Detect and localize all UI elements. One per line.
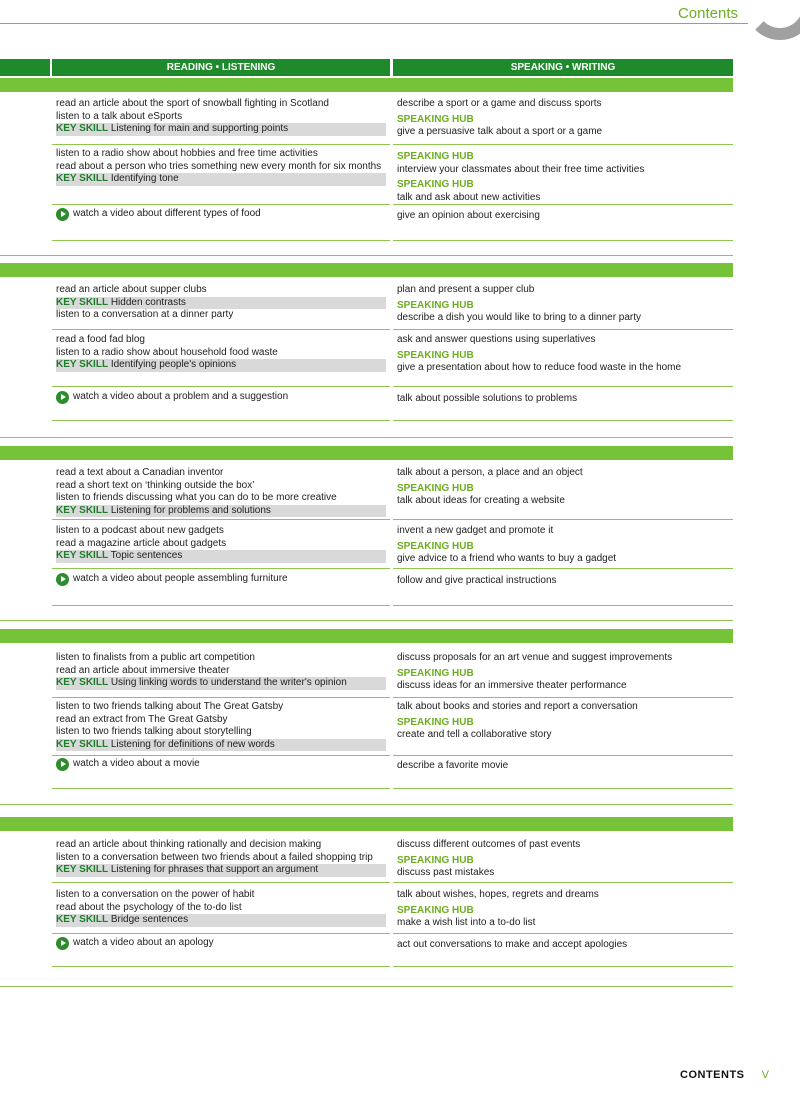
key-skill-text: Using linking words to understand the writer's opinion: [110, 677, 347, 689]
content-line: give a persuasive talk about a sport or a game: [397, 126, 603, 138]
unit-close-rule: [0, 620, 733, 621]
row-separator-left: [52, 240, 390, 241]
content-line: discuss past mistakes: [397, 867, 495, 879]
video-activity[interactable]: [56, 573, 288, 586]
content-line: read about the psychology of the to-do list: [56, 901, 242, 913]
key-skill-text: Listening for definitions of new words: [110, 738, 275, 750]
content-line: [56, 173, 386, 186]
row-separator-right: [393, 519, 733, 520]
speaking-writing-header: SPEAKING • WRITING: [393, 59, 733, 76]
top-rule: [0, 23, 748, 24]
reading-listening-cell: [56, 525, 386, 563]
row-separator-right: [393, 605, 733, 606]
content-line: listen to finalists from a public art competition: [56, 652, 255, 663]
unit-close-rule: [0, 255, 733, 256]
speaking-writing-cell: [397, 760, 508, 773]
footer-label: CONTENTS: [680, 1069, 745, 1081]
video-label: watch a video about different types of food: [73, 208, 261, 220]
content-line: listen to two friends talking about The Great Gatsby: [56, 701, 284, 712]
key-skill-label: KEY SKILL: [56, 296, 109, 308]
key-skill-label: KEY SKILL: [56, 173, 109, 185]
content-line: talk about possible solutions to problems: [397, 393, 578, 404]
row-separator-right: [393, 240, 733, 241]
content-line: listen to a conversation at a dinner party: [56, 309, 234, 321]
key-skill-label: KEY SKILL: [56, 123, 109, 135]
speaking-hub-label: SPEAKING HUB: [397, 716, 474, 728]
row-separator-right: [393, 788, 733, 789]
speaking-hub-label: SPEAKING HUB: [397, 904, 474, 916]
content-line: read a short text on ‘thinking outside the box’: [56, 479, 255, 491]
content-line: read a magazine article about gadgets: [56, 537, 227, 549]
content-line: [56, 123, 386, 136]
content-line: [397, 179, 644, 192]
key-skill-text: Identifying people's opinions: [110, 359, 237, 371]
content-line: [397, 300, 641, 313]
content-line: talk about books and stories and report a conversation: [397, 701, 638, 712]
unit-close-rule: [0, 804, 733, 805]
speaking-hub-label: SPEAKING HUB: [397, 299, 474, 311]
reading-listening-cell: [56, 652, 386, 690]
speaking-writing-cell: [397, 467, 583, 508]
reading-listening-cell: [56, 284, 386, 322]
page-corner-decoration: [745, 0, 800, 40]
row-separator-left: [52, 966, 390, 967]
reading-listening-cell: [56, 839, 386, 877]
speaking-hub-label: SPEAKING HUB: [397, 151, 474, 162]
video-activity[interactable]: [56, 758, 200, 771]
content-line: describe a sport or a game and discuss sports: [397, 98, 602, 109]
speaking-hub-label: SPEAKING HUB: [397, 854, 474, 866]
content-line: read an article about supper clubs: [56, 284, 207, 295]
play-icon[interactable]: [56, 391, 69, 404]
play-icon[interactable]: [56, 208, 69, 221]
speaking-writing-cell: [397, 210, 540, 223]
row-separator-left: [52, 933, 390, 934]
content-line: [56, 864, 386, 877]
content-line: read a text about a Canadian inventor: [56, 467, 224, 478]
header-stub: [0, 59, 50, 76]
content-line: [397, 855, 580, 868]
video-activity[interactable]: [56, 208, 261, 221]
content-line: listen to friends discussing what you can do to be more creative: [56, 492, 337, 504]
row-separator-right: [393, 420, 733, 421]
row-separator-left: [52, 755, 390, 756]
content-line: [397, 350, 681, 363]
reading-listening-header: READING • LISTENING: [52, 59, 390, 76]
row-separator-right: [393, 882, 733, 883]
key-skill-text: Hidden contrasts: [110, 296, 186, 308]
content-line: listen to two friends talking about storytelling: [56, 726, 252, 738]
content-line: [397, 483, 583, 496]
key-skill-text: Listening for problems and solutions: [110, 504, 271, 516]
contents-tab-title: Contents: [677, 5, 738, 22]
row-separator-left: [52, 788, 390, 789]
unit-bar: [0, 446, 733, 460]
speaking-writing-cell: [397, 393, 577, 406]
content-line: listen to a podcast about new gadgets: [56, 525, 224, 536]
row-separator-left: [52, 204, 390, 205]
row-separator-left: [52, 568, 390, 569]
content-line: discuss different outcomes of past events: [397, 839, 581, 850]
play-icon[interactable]: [56, 937, 69, 950]
content-line: read about a person who tries something new every month for six months: [56, 160, 382, 172]
reading-listening-cell: [56, 467, 386, 517]
content-line: [397, 151, 644, 164]
content-line: talk about wishes, hopes, regrets and dreams: [397, 889, 599, 900]
video-activity[interactable]: [56, 391, 288, 404]
row-separator-right: [393, 144, 733, 145]
row-separator-right: [393, 386, 733, 387]
content-line: read an article about the sport of snowball fighting in Scotland: [56, 98, 329, 109]
content-line: ask and answer questions using superlatives: [397, 334, 596, 345]
page-number: V: [761, 1069, 769, 1081]
key-skill-label: KEY SKILL: [56, 550, 109, 562]
row-separator-right: [393, 933, 733, 934]
row-separator-left: [52, 386, 390, 387]
speaking-hub-label: SPEAKING HUB: [397, 482, 474, 494]
speaking-hub-label: SPEAKING HUB: [397, 540, 474, 552]
speaking-writing-cell: [397, 839, 580, 880]
key-skill-label: KEY SKILL: [56, 738, 109, 750]
play-icon[interactable]: [56, 758, 69, 771]
content-line: follow and give practical instructions: [397, 575, 557, 586]
content-line: [397, 114, 602, 127]
content-line: read a food fad blog: [56, 334, 145, 345]
unit-bar: [0, 629, 733, 643]
speaking-hub-label: SPEAKING HUB: [397, 667, 474, 679]
content-line: [397, 668, 672, 681]
speaking-writing-cell: [397, 284, 641, 325]
key-skill-label: KEY SKILL: [56, 677, 109, 689]
column-header-row: [0, 59, 733, 76]
unit-bar: [0, 817, 733, 831]
key-skill-label: KEY SKILL: [56, 864, 109, 876]
content-line: act out conversations to make and accept apologies: [397, 939, 628, 950]
video-label: watch a video about a movie: [73, 758, 200, 770]
content-line: [397, 905, 599, 918]
speaking-hub-label: SPEAKING HUB: [397, 113, 474, 125]
content-line: [56, 505, 386, 518]
content-line: [56, 297, 386, 310]
reading-listening-cell: [56, 98, 386, 136]
content-line: [56, 914, 386, 927]
content-line: plan and present a supper club: [397, 284, 535, 295]
row-separator-left: [52, 144, 390, 145]
key-skill-text: Topic sentences: [110, 550, 183, 562]
content-line: interview your classmates about their free time activities: [397, 163, 645, 175]
unit-close-rule: [0, 986, 733, 987]
reading-listening-cell: [56, 148, 386, 186]
speaking-hub-label: SPEAKING HUB: [397, 349, 474, 361]
video-label: watch a video about a problem and a suggestion: [73, 391, 289, 403]
key-skill-label: KEY SKILL: [56, 504, 109, 516]
content-line: invent a new gadget and promote it: [397, 525, 554, 536]
reading-listening-cell: [56, 701, 386, 751]
unit-close-rule: [0, 437, 733, 438]
content-line: create and tell a collaborative story: [397, 729, 552, 741]
content-line: make a wish list into a to-do list: [397, 917, 536, 929]
row-separator-left: [52, 882, 390, 883]
video-label: watch a video about an apology: [73, 937, 214, 949]
row-separator-right: [393, 755, 733, 756]
speaking-writing-cell: [397, 939, 627, 952]
key-skill-label: KEY SKILL: [56, 359, 109, 371]
content-line: listen to a talk about eSports: [56, 110, 183, 122]
content-line: read an article about thinking rationally and decision making: [56, 839, 322, 850]
content-line: read an article about immersive theater: [56, 664, 230, 676]
content-line: describe a favorite movie: [397, 760, 509, 771]
speaking-writing-cell: [397, 148, 644, 204]
row-separator-left: [52, 420, 390, 421]
row-separator-left: [52, 519, 390, 520]
unit-bar: [0, 263, 733, 277]
content-line: talk about a person, a place and an object: [397, 467, 583, 478]
content-line: give an opinion about exercising: [397, 210, 540, 221]
row-separator-right: [393, 966, 733, 967]
key-skill-text: Listening for main and supporting points: [110, 123, 289, 135]
row-separator-right: [393, 204, 733, 205]
content-line: talk about ideas for creating a website: [397, 495, 565, 507]
key-skill-label: KEY SKILL: [56, 914, 109, 926]
content-line: listen to a radio show about hobbies and free time activities: [56, 148, 318, 159]
content-line: give advice to a friend who wants to buy a gadget: [397, 553, 617, 565]
reading-listening-cell: [56, 889, 386, 927]
content-line: read an extract from The Great Gatsby: [56, 713, 228, 725]
key-skill-text: Identifying tone: [110, 173, 179, 185]
content-line: talk and ask about new activities: [397, 191, 541, 203]
speaking-writing-cell: [397, 525, 616, 566]
row-separator-right: [393, 697, 733, 698]
row-separator-left: [52, 697, 390, 698]
speaking-writing-cell: [397, 334, 681, 375]
content-line: listen to a radio show about household food waste: [56, 346, 278, 358]
play-icon[interactable]: [56, 573, 69, 586]
content-line: describe a dish you would like to bring to a dinner party: [397, 312, 642, 324]
content-line: [56, 739, 386, 752]
speaking-writing-cell: [397, 98, 602, 139]
video-activity[interactable]: [56, 937, 214, 950]
content-line: discuss proposals for an art venue and suggest improvements: [397, 652, 673, 663]
row-separator-left: [52, 605, 390, 606]
speaking-writing-cell: [397, 575, 557, 588]
video-label: watch a video about people assembling furniture: [73, 573, 288, 585]
speaking-hub-label: SPEAKING HUB: [397, 179, 474, 191]
unit-bar: [0, 78, 733, 92]
row-separator-left: [52, 329, 390, 330]
content-line: [56, 677, 386, 690]
content-line: [397, 541, 616, 554]
content-line: give a presentation about how to reduce food waste in the home: [397, 362, 682, 374]
content-line: listen to a conversation on the power of habit: [56, 889, 255, 900]
key-skill-text: Listening for phrases that support an argument: [110, 864, 319, 876]
key-skill-text: Bridge sentences: [110, 914, 189, 926]
content-line: listen to a conversation between two friends about a failed shopping trip: [56, 851, 373, 863]
content-line: discuss ideas for an immersive theater performance: [397, 680, 627, 692]
speaking-writing-cell: [397, 889, 599, 930]
speaking-writing-cell: [397, 652, 672, 693]
content-line: [56, 359, 386, 372]
row-separator-right: [393, 568, 733, 569]
content-line: [56, 550, 386, 563]
speaking-writing-cell: [397, 701, 638, 742]
content-line: [397, 717, 638, 730]
row-separator-right: [393, 329, 733, 330]
reading-listening-cell: [56, 334, 386, 372]
page-footer: [680, 1069, 769, 1081]
